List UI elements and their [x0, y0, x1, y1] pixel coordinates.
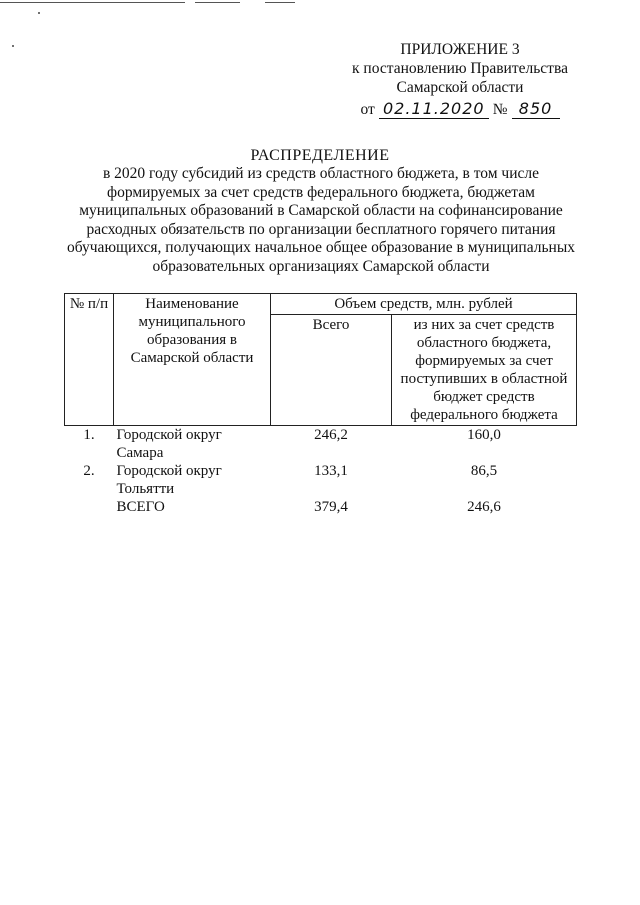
row-federal: 246,6: [467, 499, 501, 515]
decree-date-number-line: [330, 99, 590, 119]
appendix-block: [330, 40, 590, 119]
row-federal: 86,5: [470, 463, 498, 479]
appendix-reference: к постановлению Правительства: [352, 60, 568, 77]
row-federal: 160,0: [467, 427, 501, 443]
row-total: 246,2: [314, 427, 348, 443]
scan-speck: [12, 45, 14, 47]
number-prefix: №: [492, 101, 508, 118]
row-total: 133,1: [314, 463, 348, 479]
header-name: Наименование муниципального образования в Самарской области: [114, 294, 271, 426]
scan-edge-line: [0, 2, 185, 3]
header-volume: Объем средств, млн. рублей: [271, 294, 577, 315]
table-row: [65, 426, 577, 463]
row-name: Городской округ Самара: [116, 427, 222, 461]
scan-edge-line: [195, 2, 240, 3]
table-row: [65, 462, 577, 498]
scan-edge-line: [265, 2, 295, 3]
row-name: Городской округ Тольятти: [116, 463, 222, 497]
row-num: [65, 498, 114, 516]
date-prefix: от: [360, 101, 375, 118]
row-total: 379,4: [314, 499, 348, 515]
decree-date: 02.11.2020: [379, 99, 489, 119]
appendix-title: ПРИЛОЖЕНИЕ 3: [400, 41, 520, 58]
header-num: № п/п: [65, 294, 114, 426]
document-title: РАСПРЕДЕЛЕНИЕ: [250, 147, 390, 164]
header-total: Всего: [271, 315, 392, 426]
document-subtitle: в 2020 году субсидий из средств областного бюджета, в том числе формируемых за счет средств федерального бюджета, бюджетам муниципальных образований в Самарской области на софинансирование расходных обязательств по организации бесплатного горячего питания обучающихся, получающих начальное общее образование в муниципальных образовательных организациях Самарской области: [66, 165, 576, 275]
header-federal: из них за счет средств областного бюджета, формируемых за счет поступивших в областной бюджет средств федерального бюджета: [392, 315, 577, 426]
row-num: 2.: [83, 463, 95, 479]
scan-speck: [38, 12, 40, 14]
row-name: ВСЕГО: [116, 499, 165, 515]
row-num: 1.: [83, 427, 95, 443]
table-header-row: [65, 294, 577, 315]
appendix-region: Самарской области: [396, 79, 524, 96]
distribution-table: [64, 293, 577, 516]
decree-number: 850: [512, 99, 560, 119]
table-total-row: [65, 498, 577, 516]
